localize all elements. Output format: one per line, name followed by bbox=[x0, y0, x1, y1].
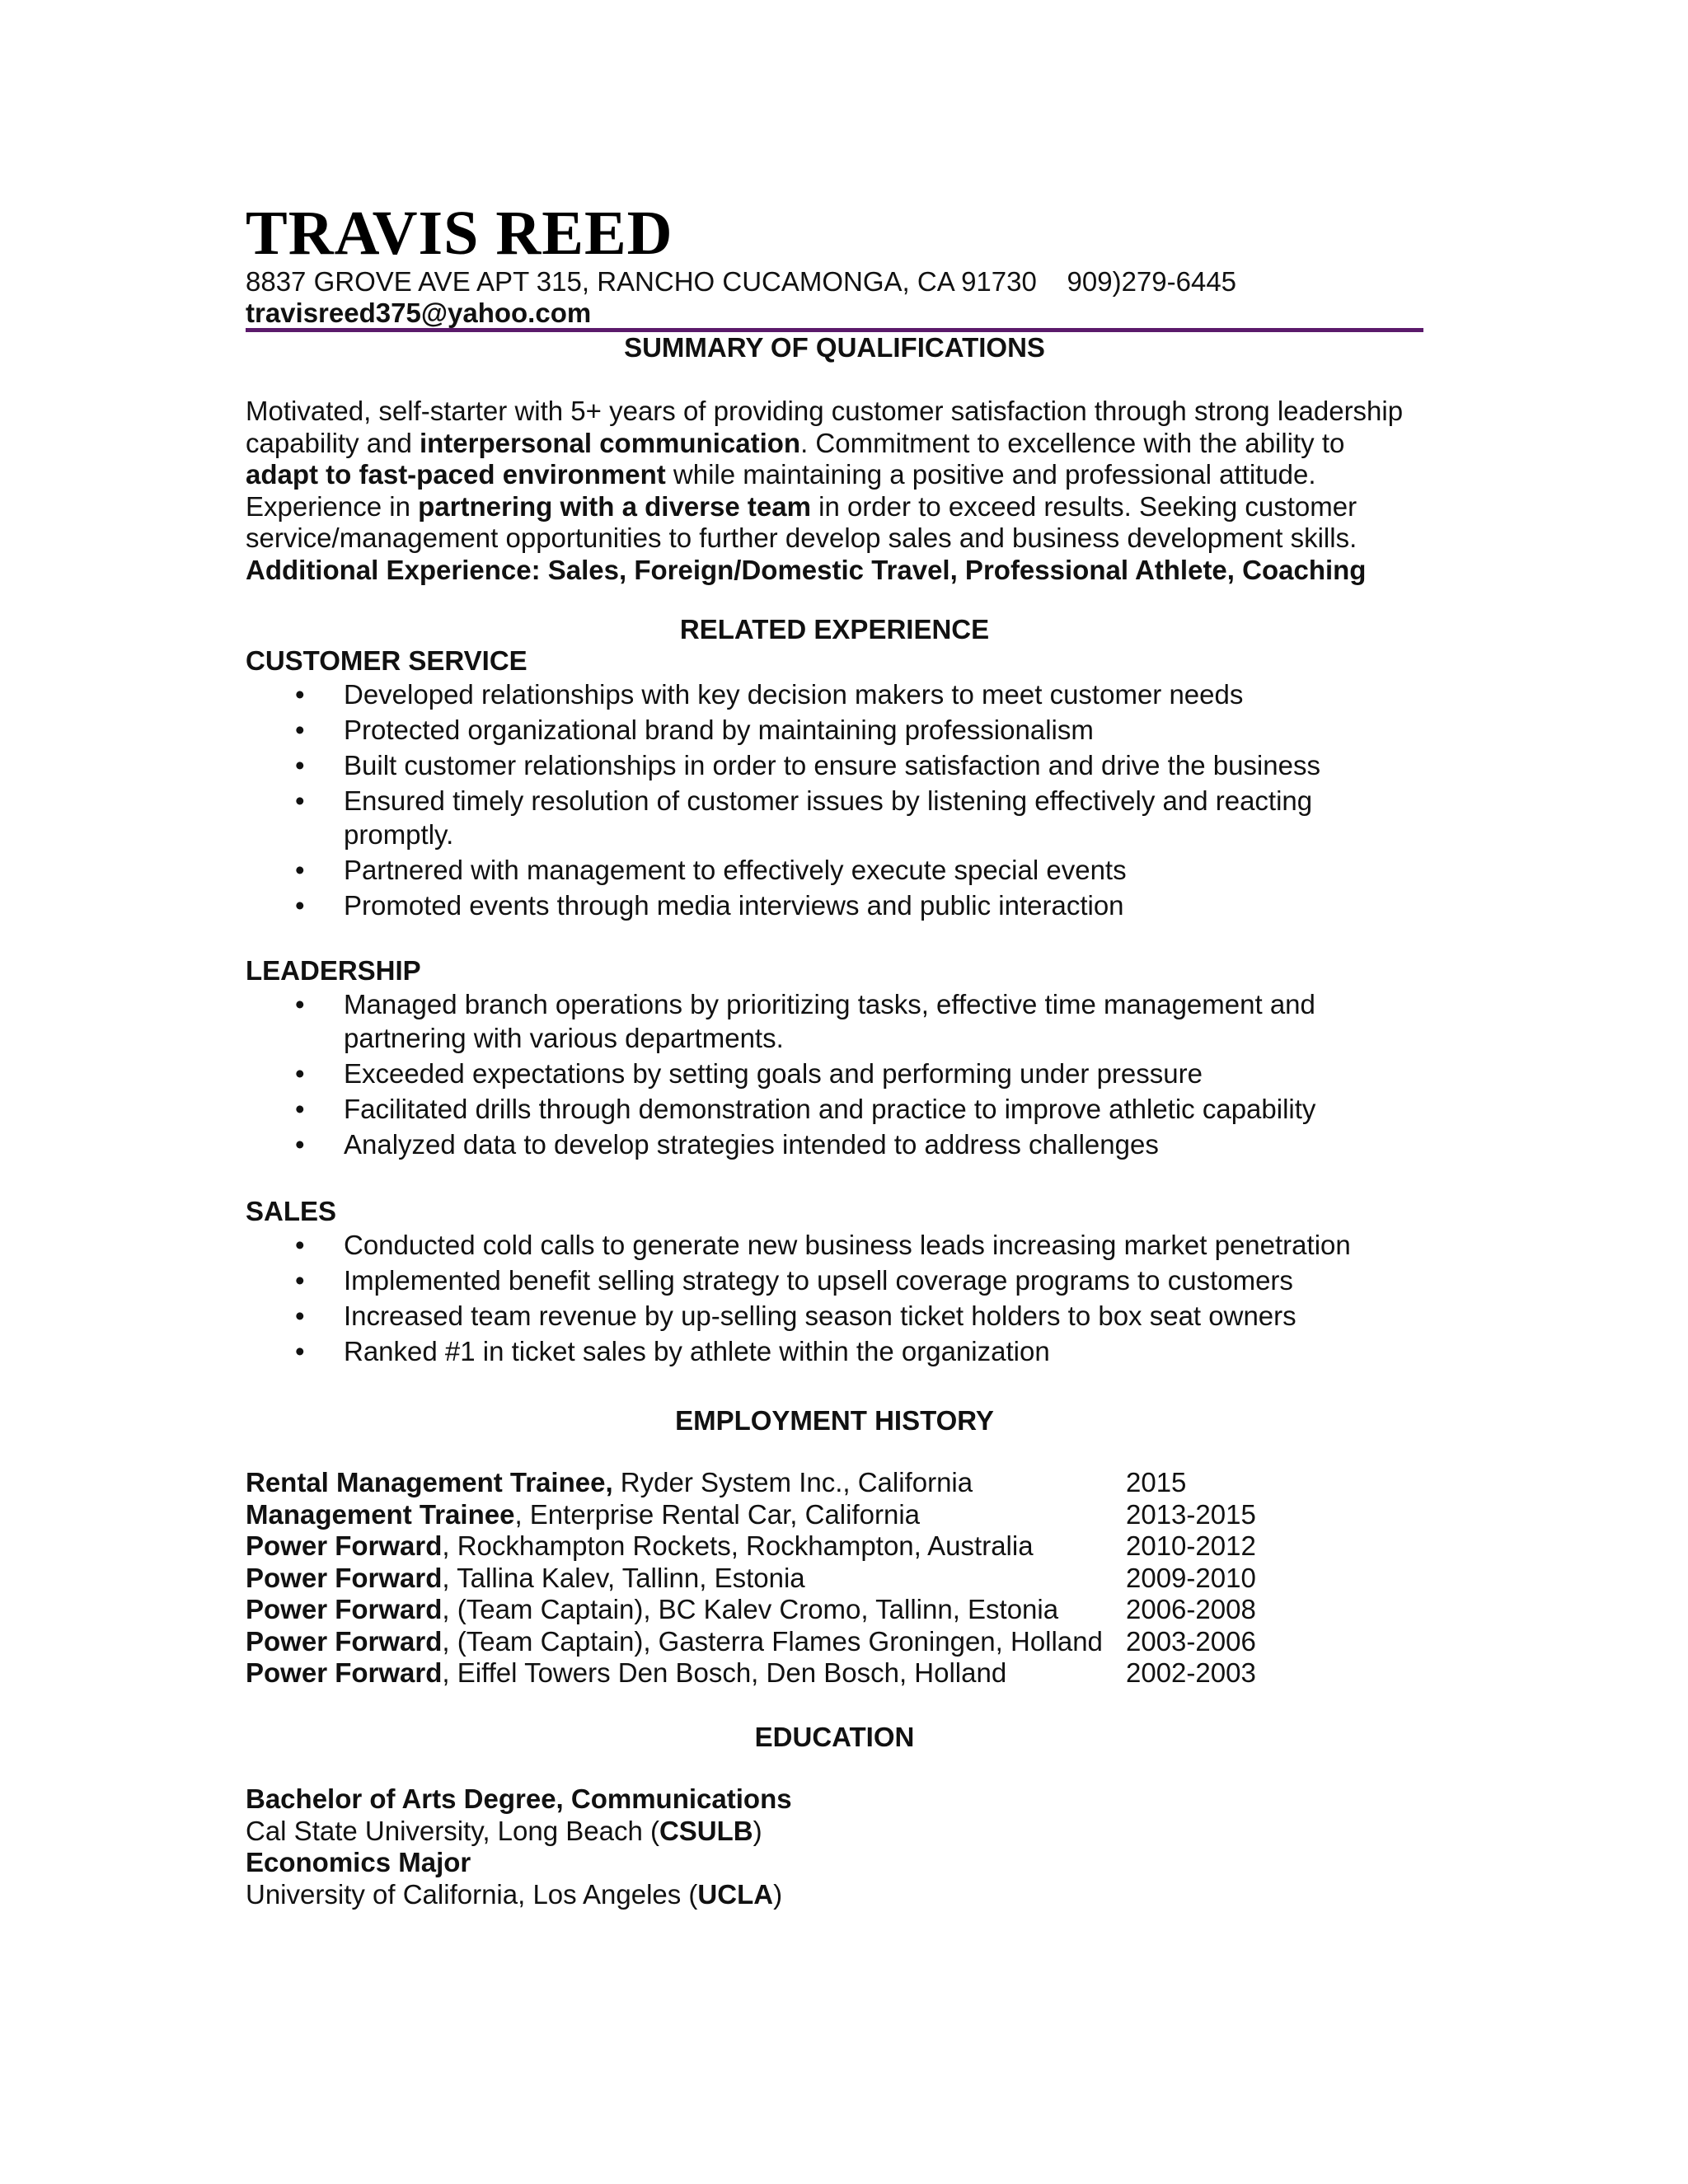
degree-2: Economics Major bbox=[246, 1847, 471, 1877]
employment-row: Power Forward, Eiffel Towers Den Bosch, Den Bosch, Holland bbox=[246, 1657, 1007, 1688]
list-item: • Managed branch operations by prioritizing tasks, effective time management and partnering with various departments. bbox=[295, 989, 1315, 1053]
phone: 909)279-6445 bbox=[1067, 266, 1237, 297]
summary-line: service/management opportunities to further develop sales and business development skills. bbox=[246, 523, 1357, 553]
employment-row: Rental Management Trainee, Ryder System Inc., California bbox=[246, 1467, 973, 1497]
list-item: • Implemented benefit selling strategy to upsell coverage programs to customers bbox=[295, 1265, 1293, 1296]
summary-line: capability and interpersonal communication. Commitment to excellence with the ability to bbox=[246, 427, 1345, 458]
list-item: • Built customer relationships in order to ensure satisfaction and drive the business bbox=[295, 750, 1320, 780]
sales-heading: SALES bbox=[246, 1196, 337, 1226]
employment-row: Power Forward, Tallina Kalev, Tallinn, Estonia bbox=[246, 1562, 805, 1593]
employment-row: Power Forward, (Team Captain), BC Kalev Cromo, Tallinn, Estonia bbox=[246, 1594, 1059, 1624]
employment-row: Power Forward, (Team Captain), Gasterra Flames Groningen, Holland bbox=[246, 1625, 1103, 1657]
employment-years: 2010-2012 bbox=[1126, 1530, 1256, 1561]
list-item: • Ranked #1 in ticket sales by athlete within the organization bbox=[295, 1336, 1050, 1366]
employment-years: 2009-2010 bbox=[1126, 1562, 1256, 1593]
list-item: • Promoted events through media interviews and public interaction bbox=[295, 890, 1124, 921]
employment-row: Power Forward, Rockhampton Rockets, Rockhampton, Australia bbox=[246, 1530, 1034, 1561]
school-1: Cal State University, Long Beach (CSULB) bbox=[246, 1815, 762, 1846]
list-item: • Ensured timely resolution of customer issues by listening effectively and reacting promptly. bbox=[295, 785, 1313, 850]
email: travisreed375@yahoo.com bbox=[246, 298, 592, 328]
summary-heading: SUMMARY OF QUALIFICATIONS bbox=[624, 332, 1045, 363]
customer-service-list bbox=[246, 677, 1416, 924]
candidate-name: TRAVIS REED bbox=[246, 199, 673, 268]
employment-heading: EMPLOYMENT HISTORY bbox=[675, 1405, 994, 1436]
contact-line bbox=[246, 265, 1236, 298]
summary-paragraph bbox=[246, 396, 1441, 586]
employment-years: 2003-2006 bbox=[1126, 1625, 1256, 1657]
list-item: • Increased team revenue by up-selling season ticket holders to box seat owners bbox=[295, 1301, 1296, 1331]
employment-years: 2002-2003 bbox=[1126, 1657, 1256, 1688]
employment-years: 2015 bbox=[1126, 1467, 1187, 1497]
experience-heading: RELATED EXPERIENCE bbox=[679, 614, 990, 644]
summary-additional: Additional Experience: Sales, Foreign/Domestic Travel, Professional Athlete, Coaching bbox=[246, 554, 1367, 585]
employment-years: 2006-2008 bbox=[1126, 1594, 1256, 1624]
list-item: • Exceeded expectations by setting goals and performing under pressure bbox=[295, 1058, 1203, 1089]
leadership-list bbox=[246, 987, 1416, 1163]
list-item: • Developed relationships with key decision makers to meet customer needs bbox=[295, 679, 1244, 710]
list-item: • Analyzed data to develop strategies intended to address challenges bbox=[295, 1129, 1159, 1160]
degree-1: Bachelor of Arts Degree, Communications bbox=[246, 1783, 792, 1814]
school-2: University of California, Los Angeles (UCLA) bbox=[246, 1878, 783, 1910]
list-item: • Facilitated drills through demonstration and practice to improve athletic capability bbox=[295, 1094, 1316, 1124]
employment-years: 2013-2015 bbox=[1126, 1498, 1256, 1530]
leadership-heading: LEADERSHIP bbox=[246, 955, 421, 986]
customer-service-heading: CUSTOMER SERVICE bbox=[246, 645, 528, 676]
list-item: • Protected organizational brand by maintaining professionalism bbox=[295, 715, 1094, 745]
summary-line: Motivated, self-starter with 5+ years of providing customer satisfaction through strong leadership bbox=[246, 396, 1404, 426]
summary-line: adapt to fast-paced environment while maintaining a positive and professional attitude. bbox=[246, 459, 1316, 490]
sales-list bbox=[246, 1228, 1416, 1370]
summary-line: Experience in partnering with a diverse team in order to exceed results. Seeking customer bbox=[246, 490, 1357, 522]
list-item: • Partnered with management to effectively execute special events bbox=[295, 855, 1127, 885]
education-heading: EDUCATION bbox=[754, 1722, 915, 1752]
employment-row: Management Trainee, Enterprise Rental Car, California bbox=[246, 1498, 921, 1530]
address: 8837 GROVE AVE APT 315, RANCHO CUCAMONGA, CA 91730 bbox=[246, 266, 1037, 297]
list-item: • Conducted cold calls to generate new business leads increasing market penetration bbox=[295, 1230, 1351, 1260]
